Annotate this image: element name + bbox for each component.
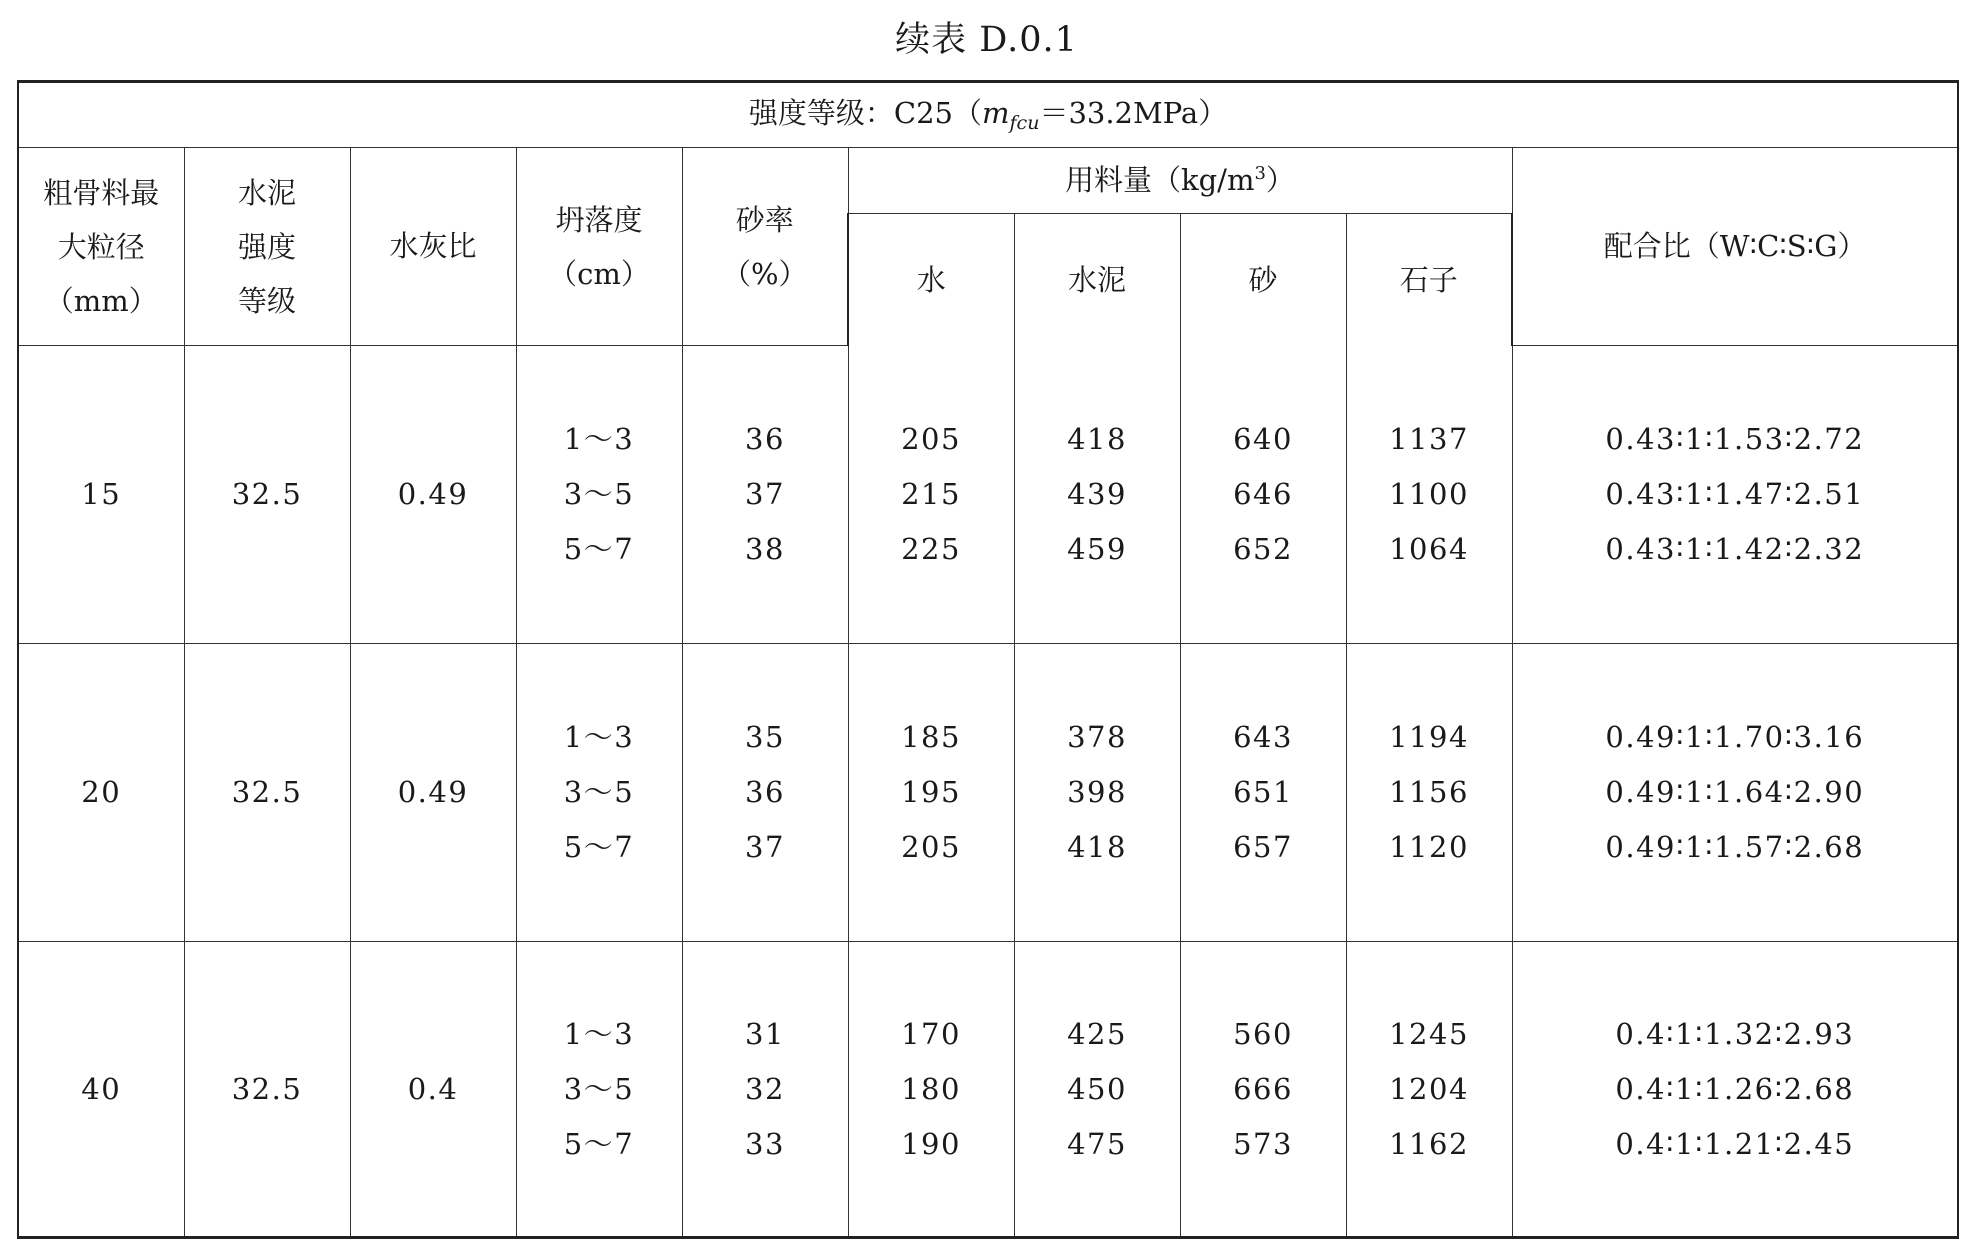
cell-wc-ratio: 0.49 (350, 644, 516, 942)
cell-water (848, 346, 1014, 644)
grade-prefix: 强度等级：C25（ (748, 96, 983, 131)
cell-water (848, 644, 1014, 942)
cell-sand-ratio-value: 38 (745, 532, 785, 566)
cell-water-value: 205 (901, 421, 961, 456)
grade-var: m (982, 96, 1010, 131)
cell-sand-ratio-value: 31 (745, 1016, 785, 1051)
cell-stone (1346, 644, 1512, 942)
cell-stone (1346, 942, 1512, 1238)
header-cement-grade (184, 148, 350, 346)
table-caption: 续表 D.0.1 (895, 20, 1078, 60)
cell-cement-grade: 32.5 (184, 644, 350, 942)
cell-sand-ratio-value: 35 (745, 720, 785, 754)
cell-water-value: 215 (901, 476, 961, 511)
cell-water-value: 180 (901, 1071, 961, 1106)
cell-cement-grade: 32.5 (184, 942, 350, 1238)
cell-sand-value: 640 (1233, 421, 1293, 456)
cell-aggregate: 40 (18, 942, 184, 1238)
cell-cement-value: 450 (1067, 1071, 1127, 1106)
cell-water-value: 225 (901, 531, 961, 566)
cell-water (848, 942, 1014, 1238)
cell-slump-value: 5～7 (563, 532, 635, 566)
cell-mix-ratio-value: 0.4∶1∶1.32∶2.93 (1615, 1016, 1855, 1051)
header-slump-line2: （cm） (548, 256, 650, 291)
cell-slump-value: 3～5 (563, 477, 635, 511)
cell-mix-ratio-value: 0.49∶1∶1.64∶2.90 (1605, 775, 1865, 809)
table-row (18, 942, 1958, 1238)
header-slump-line1: 坍落度 (555, 202, 643, 237)
cell-cement-value: 418 (1067, 830, 1127, 864)
cell-sand-ratio-value: 37 (745, 830, 785, 864)
cell-wc-ratio: 0.4 (350, 942, 516, 1238)
cell-slump (516, 942, 682, 1238)
cell-sand-ratio (682, 346, 848, 644)
header-aggregate-line1: 粗骨料最 (43, 175, 160, 210)
cell-sand-ratio-value: 37 (745, 477, 785, 511)
cell-cement-value: 398 (1067, 775, 1127, 809)
cell-sand (1180, 346, 1346, 644)
cell-sand (1180, 942, 1346, 1238)
header-dosage-group (848, 148, 1512, 214)
cell-slump (516, 346, 682, 644)
cell-stone-value: 1120 (1389, 830, 1469, 864)
cell-cement-value: 459 (1067, 531, 1127, 566)
header-cement-grade-line3: 等级 (237, 283, 296, 318)
cell-sand-value: 657 (1233, 830, 1293, 864)
header-dosage-text: 用料量（kg/m (1065, 163, 1255, 198)
grade-row (18, 82, 1958, 148)
header-slump (516, 148, 682, 346)
cell-sand-value: 646 (1233, 476, 1293, 511)
cell-sand-ratio-value: 32 (745, 1071, 785, 1106)
cell-cement-value: 418 (1067, 421, 1127, 456)
cell-wc-ratio: 0.49 (350, 346, 516, 644)
cell-stone-value: 1137 (1389, 421, 1469, 456)
header-aggregate-line3: （mm） (44, 283, 158, 318)
cell-water-value: 170 (901, 1016, 961, 1051)
cell-cement-value: 439 (1067, 476, 1127, 511)
grade-suffix: ＝33.2MPa） (1039, 96, 1228, 131)
cell-mix-ratio-value: 0.4∶1∶1.21∶2.45 (1615, 1126, 1855, 1161)
cell-stone-value: 1156 (1389, 775, 1469, 809)
header-sand-ratio-line2: （%） (721, 256, 808, 291)
cell-stone-value: 1204 (1389, 1071, 1469, 1106)
cell-mix-ratio-value: 0.43∶1∶1.53∶2.72 (1605, 422, 1865, 456)
cell-slump-value: 3～5 (563, 775, 635, 809)
cell-sand-ratio-value: 33 (745, 1126, 785, 1161)
cell-stone-value: 1100 (1389, 476, 1469, 511)
cell-sand-value: 652 (1233, 531, 1293, 566)
strength-grade-cell (18, 82, 1958, 148)
header-dosage-close: ） (1265, 163, 1295, 198)
header-stone: 石子 (1346, 214, 1512, 346)
cell-cement-value: 378 (1067, 720, 1127, 754)
cell-sand-value: 573 (1233, 1126, 1293, 1161)
header-row-1 (18, 148, 1958, 214)
cell-stone (1346, 346, 1512, 644)
cell-slump-value: 1～3 (563, 1016, 635, 1051)
cell-sand (1180, 644, 1346, 942)
header-cement-grade-line2: 强度 (237, 229, 296, 264)
cell-mix-ratio-value: 0.49∶1∶1.57∶2.68 (1605, 830, 1865, 864)
header-wc-ratio: 水灰比 (350, 148, 516, 346)
cell-sand-ratio (682, 644, 848, 942)
header-water: 水 (848, 214, 1014, 346)
cell-mix-ratio (1512, 346, 1958, 644)
cell-stone-value: 1064 (1389, 531, 1469, 566)
cell-sand-value: 643 (1233, 720, 1293, 754)
cell-sand-value: 666 (1233, 1071, 1293, 1106)
cell-cement-value: 425 (1067, 1016, 1127, 1051)
header-mix-ratio: 配合比（W∶C∶S∶G） (1512, 148, 1958, 346)
cell-mix-ratio-value: 0.43∶1∶1.47∶2.51 (1605, 477, 1865, 511)
header-sand: 砂 (1180, 214, 1346, 346)
cell-slump (516, 644, 682, 942)
header-cement: 水泥 (1014, 214, 1180, 346)
cell-cement (1014, 942, 1180, 1238)
cell-water-value: 185 (901, 720, 961, 754)
header-sand-ratio-line1: 砂率 (735, 202, 794, 237)
cell-mix-ratio-value: 0.49∶1∶1.70∶3.16 (1605, 720, 1865, 754)
table-row (18, 346, 1958, 644)
cell-slump-value: 5～7 (563, 830, 635, 864)
cell-slump-value: 3～5 (563, 1071, 635, 1106)
cell-cement (1014, 346, 1180, 644)
mix-proportion-table (17, 80, 1959, 1239)
cell-cement-value: 475 (1067, 1126, 1127, 1161)
cell-sand-value: 651 (1233, 775, 1293, 809)
cell-stone-value: 1194 (1389, 720, 1469, 754)
cell-cement (1014, 644, 1180, 942)
cell-aggregate: 15 (18, 346, 184, 644)
cell-water-value: 205 (901, 830, 961, 864)
header-sand-ratio (682, 148, 848, 346)
cell-sand-value: 560 (1233, 1016, 1293, 1051)
cell-stone-value: 1245 (1389, 1016, 1469, 1051)
header-cement-grade-line1: 水泥 (237, 175, 296, 210)
cell-mix-ratio (1512, 644, 1958, 942)
cell-sand-ratio (682, 942, 848, 1238)
cell-mix-ratio-value: 0.4∶1∶1.26∶2.68 (1615, 1071, 1855, 1106)
header-aggregate-line2: 大粒径 (57, 229, 145, 264)
header-aggregate (18, 148, 184, 346)
grade-sub: fcu (1009, 112, 1040, 135)
cell-sand-ratio-value: 36 (745, 775, 785, 809)
cell-cement-grade: 32.5 (184, 346, 350, 644)
cell-stone-value: 1162 (1389, 1126, 1469, 1161)
cell-mix-ratio (1512, 942, 1958, 1238)
cell-slump-value: 1～3 (563, 720, 635, 754)
cell-water-value: 195 (901, 775, 961, 809)
cell-aggregate: 20 (18, 644, 184, 942)
cell-water-value: 190 (901, 1126, 961, 1161)
cell-slump-value: 5～7 (563, 1126, 635, 1161)
data-body (18, 346, 1958, 1238)
cell-sand-ratio-value: 36 (745, 422, 785, 456)
table-row (18, 644, 1958, 942)
cell-slump-value: 1～3 (563, 422, 635, 456)
header-dosage-sup: 3 (1254, 163, 1266, 185)
cell-mix-ratio-value: 0.43∶1∶1.42∶2.32 (1605, 532, 1865, 566)
